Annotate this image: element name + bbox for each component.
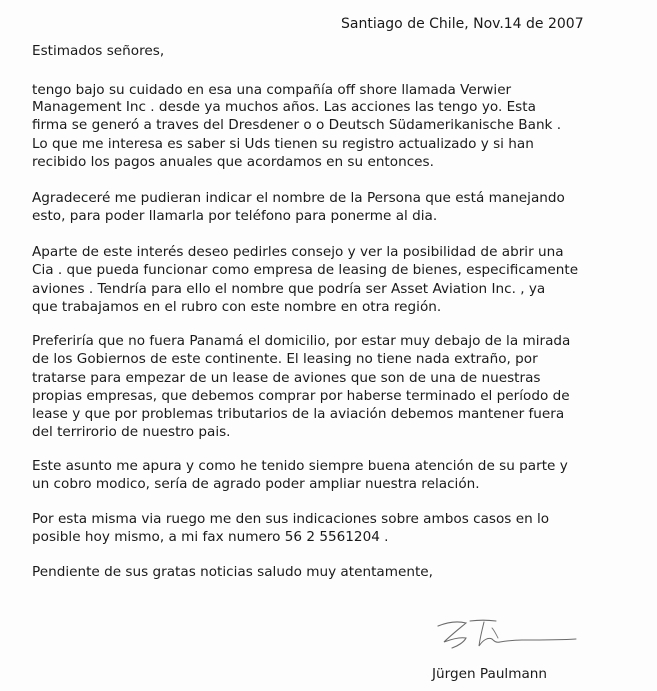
paragraph-1-line: Lo que me interesa es saber si Uds tienen su registro actualizado y si han bbox=[32, 136, 534, 152]
paragraph-4-line: Preferiría que no fuera Panamá el domicilio, por estar muy debajo de la mirada bbox=[32, 333, 571, 349]
paragraph-5-line: un cobro modico, sería de agrado poder ampliar nuestra relación. bbox=[32, 476, 480, 492]
paragraph-1-line: Management Inc . desde ya muchos años. Las acciones las tengo yo. Esta bbox=[32, 99, 536, 115]
paragraph-5-line: Este asunto me apura y como he tenido siempre buena atención de su parte y bbox=[32, 458, 568, 474]
paragraph-1-line: tengo bajo su cuidado en esa una compañía off shore llamada Verwier bbox=[32, 82, 512, 98]
salutation: Estimados señores, bbox=[32, 43, 165, 59]
paragraph-4-line: lease y que por problemas tributarios de la aviación debemos mantener fuera bbox=[32, 406, 565, 422]
paragraph-4-line: tratarse para empezar de un lease de aviones que son de una de nuestras bbox=[32, 370, 541, 386]
paragraph-2-line: esto, para poder llamarla por teléfono para ponerme al dia. bbox=[32, 208, 438, 224]
paragraph-6-line: Por esta misma via ruego me den sus indicaciones sobre ambos casos en lo bbox=[32, 511, 550, 527]
paragraph-1-line: firma se generó a traves del Dresdener o o Deutsch Südamerikanische Bank . bbox=[32, 117, 562, 133]
paragraph-6-line: posible hoy mismo, a mi fax numero 56 2 5561204 . bbox=[32, 529, 389, 545]
paragraph-4-line: del terrirorio de nuestro pais. bbox=[32, 424, 231, 440]
closing-line: Pendiente de sus gratas noticias saludo muy atentamente, bbox=[32, 564, 433, 580]
letter-date: Santiago de Chile, Nov.14 de 2007 bbox=[341, 16, 584, 32]
signature-image bbox=[430, 612, 580, 654]
paragraph-3-line: que trabajamos en el rubro con este nombre en otra región. bbox=[32, 299, 442, 315]
paragraph-1-line: recibido los pagos anuales que acordamos en su entonces. bbox=[32, 154, 434, 170]
paragraph-3-line: Aparte de este interés deseo pedirles consejo y ver la posibilidad de abrir una bbox=[32, 244, 564, 260]
paragraph-4-line: propias empresas, que debemos comprar por haberse terminado el período de bbox=[32, 388, 570, 404]
paragraph-4-line: de los Gobiernos de este continente. El leasing no tiene nada extraño, por bbox=[32, 351, 538, 367]
paragraph-3-line: Cia . que pueda funcionar como empresa de leasing de bienes, especificamente bbox=[32, 262, 579, 278]
paragraph-3-line: aviones . Tendría para ello el nombre que podría ser Asset Aviation Inc. , ya bbox=[32, 281, 546, 297]
paragraph-2-line: Agradeceré me pudieran indicar el nombre de la Persona que está manejando bbox=[32, 190, 565, 206]
signer-name: Jürgen Paulmann bbox=[432, 666, 548, 682]
